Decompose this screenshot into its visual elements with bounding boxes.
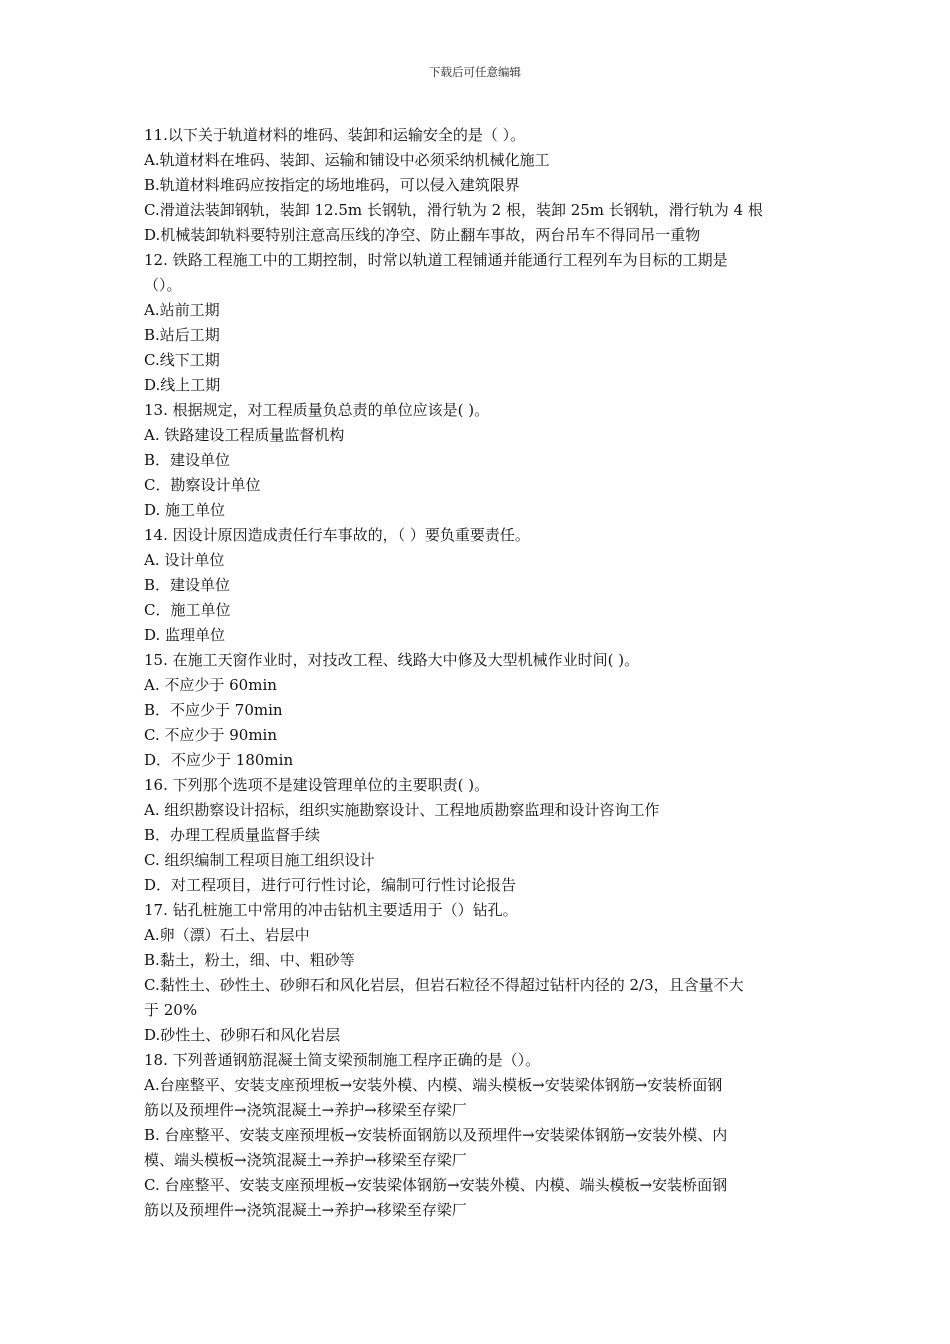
q13-option-a: A. 铁路建设工程质量监督机构 xyxy=(144,426,345,444)
q15-stem: 15. 在施工天窗作业时，对技改工程、线路大中修及大型机械作业时间( )。 xyxy=(144,651,640,669)
q14-option-c: C．施工单位 xyxy=(144,601,231,619)
q18-option-c: C. 台座整平、安装支座预埋板→安装梁体钢筋→安装外模、内模、端头模板→安装桥面钢 xyxy=(144,1176,728,1194)
q11-option-a: A.轨道材料在堆码、装卸、运输和铺设中必须采纳机械化施工 xyxy=(144,151,550,169)
q15-option-b: B．不应少于 70min xyxy=(144,701,283,719)
q18-stem: 18. 下列普通钢筋混凝土简支梁预制施工程序正确的是（）。 xyxy=(144,1051,541,1069)
q15-option-a: A. 不应少于 60min xyxy=(144,676,277,694)
q13-stem: 13. 根据规定，对工程质量负总责的单位应该是( )。 xyxy=(144,401,490,419)
q16-option-c: C. 组织编制工程项目施工组织设计 xyxy=(144,851,375,869)
q16-option-b: B．办理工程质量监督手续 xyxy=(144,826,321,844)
q12-option-d: D.线上工期 xyxy=(144,376,221,394)
q13-option-b: B．建设单位 xyxy=(144,451,231,469)
q12-stem-cont: （）。 xyxy=(144,276,182,294)
q18-option-b: B. 台座整平、安装支座预埋板→安装桥面钢筋以及预埋件→安装梁体钢筋→安装外模、内 xyxy=(144,1126,728,1144)
q18-option-a-cont: 筋以及预埋件→浇筑混凝土→养护→移梁至存梁厂 xyxy=(144,1101,467,1119)
document-body xyxy=(144,123,810,1223)
q15-option-c: C. 不应少于 90min xyxy=(144,726,278,744)
q14-stem: 14. 因设计原因造成责任行车事故的，（ ）要负重要责任。 xyxy=(144,526,530,544)
q12-option-c: C.线下工期 xyxy=(144,351,220,369)
q13-option-c: C．勘察设计单位 xyxy=(144,476,261,494)
q14-option-d: D. 监理单位 xyxy=(144,626,226,644)
q18-option-a: A.台座整平、安装支座预埋板→安装外模、内模、端头模板→安装梁体钢筋→安装桥面钢 xyxy=(144,1076,723,1094)
q11-option-c: C.滑道法装卸钢轨，装卸 12.5m 长钢轨，滑行轨为 2 根，装卸 25m 长钢轨，滑行轨为 4 根 xyxy=(144,201,763,219)
q11-stem: 11.以下关于轨道材料的堆码、装卸和运输安全的是（ ）。 xyxy=(144,126,526,144)
q13-option-d: D. 施工单位 xyxy=(144,501,226,519)
q16-stem: 16. 下列那个选项不是建设管理单位的主要职责( )。 xyxy=(144,776,490,794)
q16-option-d: D．对工程项目，进行可行性讨论，编制可行性讨论报告 xyxy=(144,876,517,894)
q17-option-a: A.卵（漂）石土、岩层中 xyxy=(144,926,310,944)
q11-option-d: D.机械装卸轨料要特别注意高压线的净空、防止翻车事故，两台吊车不得同吊一重物 xyxy=(144,226,701,244)
q12-option-b: B.站后工期 xyxy=(144,326,220,344)
q18-option-b-cont: 模、端头模板→浇筑混凝土→养护→移梁至存梁厂 xyxy=(144,1151,467,1169)
q11-option-b: B.轨道材料堆码应按指定的场地堆码，可以侵入建筑限界 xyxy=(144,176,520,194)
q17-option-b: B.黏土，粉土，细、中、粗砂等 xyxy=(144,951,355,969)
page-header: 下载后可任意编辑 xyxy=(429,65,521,79)
q18-option-c-cont: 筋以及预埋件→浇筑混凝土→养护→移梁至存梁厂 xyxy=(144,1201,467,1219)
q14-option-a: A. 设计单位 xyxy=(144,551,225,569)
q17-option-c: C.黏性土、砂性土、砂卵石和风化岩层，但岩石粒径不得超过钻杆内径的 2/3，且含量不大 xyxy=(144,976,744,994)
q17-stem: 17. 钻孔桩施工中常用的冲击钻机主要适用于（）钻孔。 xyxy=(144,901,518,919)
q16-option-a: A. 组织勘察设计招标，组织实施勘察设计、工程地质勘察监理和设计咨询工作 xyxy=(144,801,660,819)
q14-option-b: B．建设单位 xyxy=(144,576,231,594)
q17-option-d: D.砂性土、砂卵石和风化岩层 xyxy=(144,1026,341,1044)
q17-option-c-cont: 于 20% xyxy=(144,1001,198,1019)
q12-stem: 12. 铁路工程施工中的工期控制，时常以轨道工程铺通并能通行工程列车为目标的工期是 xyxy=(144,251,728,269)
q15-option-d: D．不应少于 180min xyxy=(144,751,294,769)
q12-option-a: A.站前工期 xyxy=(144,301,220,319)
